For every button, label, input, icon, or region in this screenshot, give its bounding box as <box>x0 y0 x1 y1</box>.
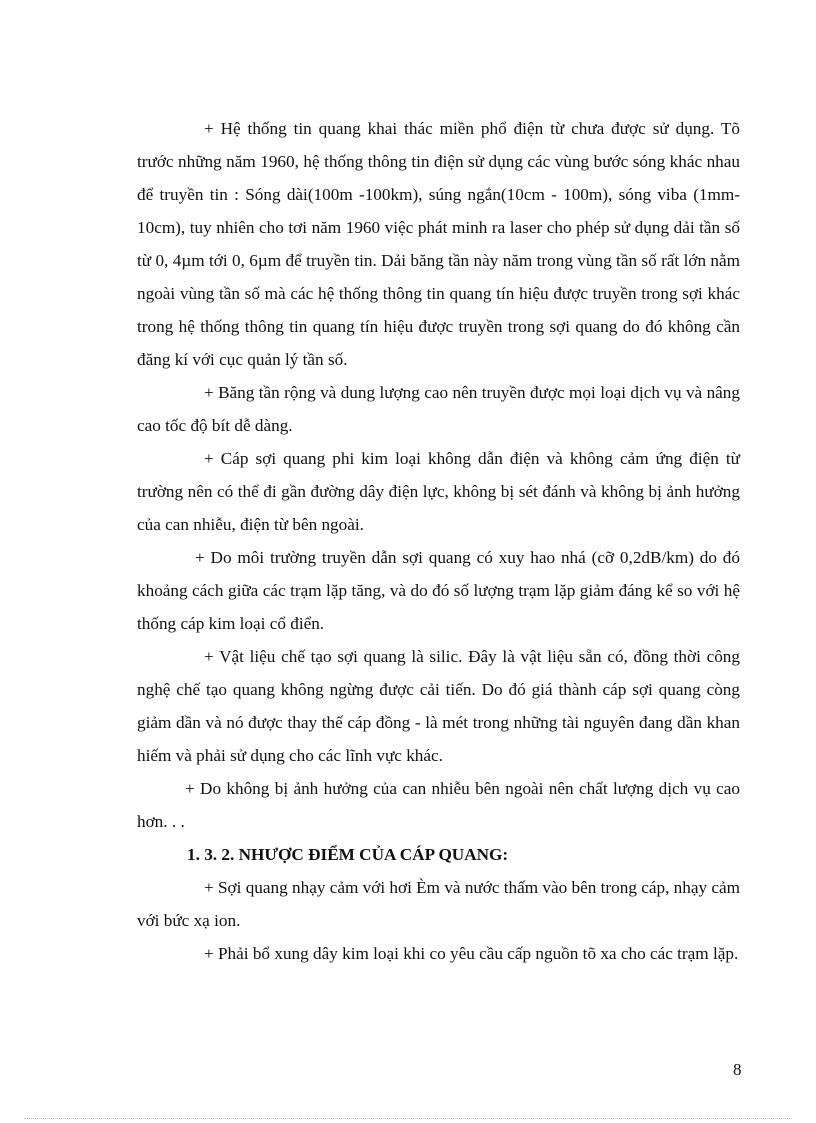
paragraph-spectrum: + Hệ thống tin quang khai thác miền phổ điện từ chưa được sử dụng. Tõ trước những năm 1960, hệ thống thông tin điện sử dụng các vùng bước sóng khác nhau để truyền tin : Sóng dài(100m -100km), súng ngắn(10cm - 100m), sóng viba (1mm-10cm), tuy nhiên cho tơi năm 1960 việc phát minh ra laser cho phép sử dụng dải tần số từ 0, 4µm tới 0, 6µm để truyền tin. Dải băng tần này năm trong vùng tần số rất lớn nằm ngoài vùng tần số mà các hệ thống thông tin quang tín hiệu được truyền trong sợi khác trong hệ thống thông tin quang tín hiệu được truyền trong sợi quang do đó không cần đăng kí với cục quản lý tần số. <box>137 119 740 369</box>
paragraph-bandwidth: + Băng tần rộng và dung lượng cao nên truyền được mọi loại dịch vụ và nâng cao tốc độ bít dễ dàng. <box>137 383 740 435</box>
section-heading: 1. 3. 2. NHƯỢC ĐIỂM CỦA CÁP QUANG: <box>187 845 509 864</box>
paragraph-humidity: + Sợi quang nhạy cảm với hơi Èm và nước thấm vào bên trong cáp, nhạy cảm với bức xạ ion. <box>137 878 741 930</box>
paragraph-quality: + Do không bị ảnh hưởng của can nhiễu bên ngoài nên chất lượng dịch vụ cao hơn. . . <box>137 779 740 831</box>
page-body <box>137 112 740 970</box>
paragraph-material: + Vật liệu chế tạo sợi quang là silic. Đây là vật liệu sẵn có, đồng thời công nghệ chế tạo quang không ngừng được cải tiến. Do đó giá thành cáp sợi quang còng giảm dần và nó được thay thế cáp đồng - là mét trong những tài nguyên đang dần khan hiếm và phải sử dụng cho các lĩnh vực khác. <box>137 647 740 765</box>
paragraph-power-supply: + Phải bổ xung dây kim loại khi co yêu cầu cấp nguồn tõ xa cho các trạm lặp. <box>204 944 739 963</box>
paragraph-non-conductive: + Cáp sợi quang phi kim loại không dẫn điện và không cảm ứng điện từ trường nên có thể đi gần đường dây điện lực, không bị sét đánh và không bị ảnh hưởng của can nhiễu, điện từ bên ngoài. <box>137 449 740 534</box>
page-bottom-divider <box>24 1118 792 1119</box>
page-number: 8 <box>733 1060 742 1079</box>
paragraph-low-attenuation: + Do môi trường truyền dẫn sợi quang có xuy hao nhá (cỡ 0,2dB/km) do đó khoảng cách giữa các trạm lặp tăng, và do đó số lượng trạm lặp giảm đáng kể so với hệ thống cáp kim loại cổ điển. <box>137 548 740 633</box>
